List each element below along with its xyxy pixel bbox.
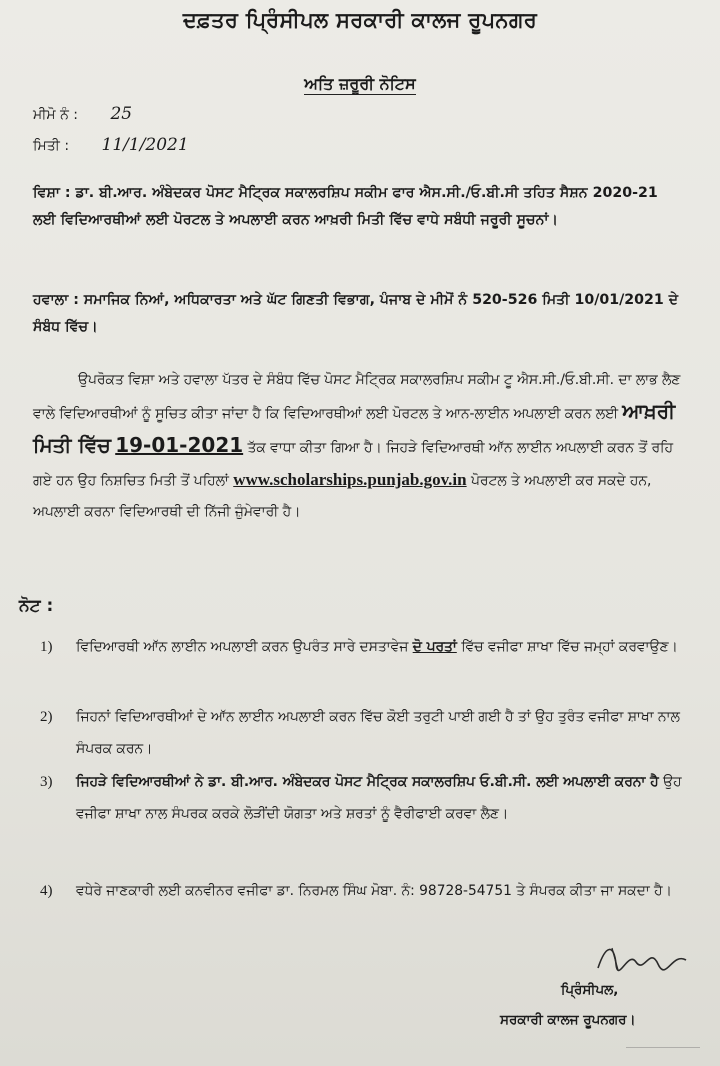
reference-block xyxy=(33,287,683,341)
deadline-highlight: ਆਖ਼ਰੀ ਮਿਤੀ ਵਿੱਚ xyxy=(33,399,676,457)
notice-heading xyxy=(0,74,720,94)
note-heading: ਨੋਟ : xyxy=(19,596,54,616)
note-number: 3) xyxy=(40,774,53,790)
date-value: 11/1/2021 xyxy=(101,135,189,155)
memo-number: 25 xyxy=(110,104,133,124)
office-stamp xyxy=(626,1021,700,1048)
subject-block xyxy=(33,180,683,234)
note-text: ਵਧੇਰੇ ਜਾਣਕਾਰੀ ਲਈ ਕਨਵੀਨਰ ਵਜੀਫਾ ਡਾ. ਨਿਰਮਲ ਸਿੰਘ ਮੋਬਾ. ਨੰ: 98728-54751 ਤੇ ਸੰਪਰਕ ਕੀਤਾ ਜਾ ਸਕਦਾ ਹੈ। xyxy=(76,883,672,899)
subject-label: ਵਿਸ਼ਾ : xyxy=(33,185,71,201)
notice-heading-text: ਅਤਿ ਜ਼ਰੂਰੀ ਨੋਟਿਸ xyxy=(304,74,416,93)
signatory-institution: ਸਰਕਾਰੀ ਕਾਲਜ ਰੂਪਨਗਰ। xyxy=(500,1012,636,1028)
body-paragraph xyxy=(33,365,685,528)
note-item-3 xyxy=(40,766,688,830)
note-number: 2) xyxy=(40,709,53,725)
signatory-designation: ਪ੍ਰਿੰਸੀਪਲ, xyxy=(561,982,619,998)
note-text: ਜਿਹਨਾਂ ਵਿਦਿਆਰਥੀਆਂ ਦੇ ਆੱਨ ਲਾਈਨ ਅਪਲਾਈ ਕਰਨ ਵਿੱਚ ਕੋਈ ਤਰੁਟੀ ਪਾਈ ਗਈ ਹੈ ਤਾਂ ਉਹ ਤੁਰੰਤ ਵਜੀਫਾ ਸ਼ਾਖਾ ਨਾਲ ਸੰਪਰਕ ਕਰਨ। xyxy=(76,709,680,757)
note-item-4 xyxy=(40,875,688,907)
note-item-2 xyxy=(40,701,688,765)
body-text-2: ਤੱਕ ਵਾਧਾ ਕੀਤਾ ਗਿਆ ਹੈ। ਜਿਹੜੇ ਵਿਦਿਆਰਥੀ ਆੱਨ ਲਾਈਨ ਅਪਲਾਈ ਕਰਨ ਤੋਂ ਰਹਿ ਗਏ ਹਨ ਉਹ ਨਿਸ਼ਚਿਤ ਮਿਤੀ ਤੋਂ ਪਹਿਲਾਂ xyxy=(33,440,673,489)
date-label: ਮਿਤੀ : xyxy=(33,138,70,154)
date-line xyxy=(33,135,189,155)
note-text: ਉਹ ਵਜੀਫਾ ਸ਼ਾਖਾ ਨਾਲ ਸੰਪਰਕ ਕਰਕੇ ਲੋੜੀਂਦੀ ਯੋਗਤਾ ਅਤੇ ਸ਼ਰਤਾਂ ਨੂੰ ਵੈਰੀਫਾਈ ਕਰਵਾ ਲੈਣ। xyxy=(76,774,682,822)
note-number: 1) xyxy=(40,639,53,655)
note-text-bold: ਜਿਹੜੇ ਵਿਦਿਆਰਥੀਆਂ ਨੇ ਡਾ. ਬੀ.ਆਰ. ਅੰਬੇਦਕਰ ਪੋਸਟ ਮੈਟ੍ਰਿਕ ਸਕਾਲਰਸ਼ਿਪ ਓ.ਬੀ.ਸੀ. ਲਈ ਅਪਲਾਈ ਕਰਨਾ ਹੈ xyxy=(76,774,659,790)
handwritten-signature xyxy=(592,940,692,980)
note-text: ਵਿਦਿਆਰਥੀ ਆੱਨ ਲਾਈਨ ਅਪਲਾਈ ਕਰਨ ਉਪਰੰਤ ਸਾਰੇ ਦਸਤਾਵੇਜ xyxy=(76,639,409,655)
note-text: ਵਿੱਚ ਵਜੀਫਾ ਸ਼ਾਖਾ ਵਿੱਚ ਜਮ੍ਹਾਂ ਕਰਵਾਉਣ। xyxy=(461,639,678,655)
reference-label: ਹਵਾਲਾ : xyxy=(33,292,79,308)
body-text-3: ਪੋਰਟਲ ਤੇ ਅਪਲਾਈ ਕਰ ਸਕਦੇ ਹਨ, ਅਪਲਾਈ ਕਰਨਾ ਵਿਦਿਆਰਥੀ ਦੀ ਨਿੱਜੀ ਜ਼ੁੰਮੇਵਾਰੀ ਹੈ। xyxy=(33,473,652,520)
memo-line xyxy=(33,104,132,124)
note-number: 4) xyxy=(40,883,53,899)
memo-label: ਮੀਮੋ ਨੰ : xyxy=(33,107,79,123)
deadline-date: 19-01-2021 xyxy=(115,433,244,457)
note-emphasis: ਦੋ ਪਰਤਾਂ xyxy=(412,639,457,655)
body-text-1: ਉਪਰੋਕਤ ਵਿਸ਼ਾ ਅਤੇ ਹਵਾਲਾ ਪੱਤਰ ਦੇ ਸੰਬੰਧ ਵਿੱਚ ਪੋਸਟ ਮੈਟ੍ਰਿਕ ਸਕਾਲਰਸ਼ਿਪ ਸਕੀਮ ਟੂ ਐਸ.ਸੀ./ਓ.ਬੀ.ਸੀ. ਦਾ ਲਾਭ ਲੈਣ ਵਾਲੇ ਵਿਦਿਆਰਥੀਆਂ ਨੂੰ ਸੂਚਿਤ ਕੀਤਾ ਜਾਂਦਾ ਹੈ ਕਿ ਵਿਦਿਆਰਥੀਆਂ ਲਈ ਪੋਰਟਲ ਤੇ ਆਨ-ਲਾਈਨ ਅਪਲਾਈ ਕਰਨ ਲਈ xyxy=(33,372,681,422)
office-title: ਦਫ਼ਤਰ ਪ੍ਰਿੰਸੀਪਲ ਸਰਕਾਰੀ ਕਾਲਜ ਰੂਪਨਗਰ xyxy=(182,8,538,32)
note-item-1 xyxy=(40,631,688,663)
portal-link[interactable]: www.scholarships.punjab.gov.in xyxy=(233,470,467,489)
reference-text: ਸਮਾਜਿਕ ਨਿਆਂ, ਅਧਿਕਾਰਤਾ ਅਤੇ ਘੱਟ ਗਿਣਤੀ ਵਿਭਾਗ, ਪੰਜਾਬ ਦੇ ਮੀਮੋਂ ਨੰ 520-526 ਮਿਤੀ 10/01/2021 ਦੇ ਸੰਬੰਧ ਵਿੱਚ। xyxy=(33,292,679,335)
subject-text: ਡਾ. ਬੀ.ਆਰ. ਅੰਬੇਦਕਰ ਪੋਸਟ ਮੈਟ੍ਰਿਕ ਸਕਾਲਰਸ਼ਿਪ ਸਕੀਮ ਫਾਰ ਐਸ.ਸੀ./ਓ.ਬੀ.ਸੀ ਤਹਿਤ ਸੈਸ਼ਨ 2020-21 ਲਈ ਵਿਦਿਆਰਥੀਆਂ ਲਈ ਪੋਰਟਲ ਤੇ ਅਪਲਾਈ ਕਰਨ ਆਖ਼ਰੀ ਮਿਤੀ ਵਿੱਚ ਵਾਧੇ ਸਬੰਧੀ ਜਰੂਰੀ ਸੂਚਨਾਂ। xyxy=(33,185,658,228)
